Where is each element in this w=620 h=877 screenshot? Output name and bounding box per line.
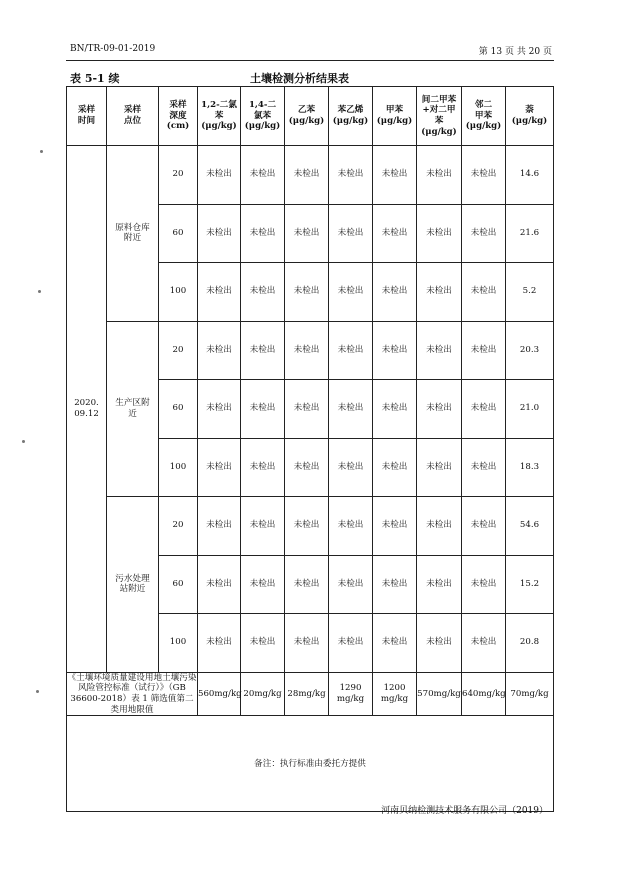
result-cell: 未检出 [241,204,285,263]
result-cell: 未检出 [417,321,462,380]
result-cell: 未检出 [241,438,285,497]
result-cell: 未检出 [198,263,241,322]
results-table [66,86,554,812]
note-text: 备注：执行标准由委托方提供 [67,716,554,812]
result-cell: 未检出 [198,438,241,497]
result-cell: 未检出 [241,497,285,556]
result-cell: 未检出 [285,146,329,205]
result-cell: 未检出 [241,321,285,380]
column-header: 采样 点位 [107,87,159,146]
result-cell: 未检出 [285,555,329,614]
result-cell: 未检出 [417,555,462,614]
sample-location: 生产区附 近 [107,321,159,497]
result-cell: 未检出 [285,438,329,497]
table-row [67,497,554,556]
doc-id: BN/TR-09-01-2019 [70,44,156,54]
header-row [67,87,554,146]
result-cell: 21.6 [506,204,554,263]
result-cell: 未检出 [241,380,285,439]
result-cell: 未检出 [329,497,373,556]
sample-depth: 60 [159,555,198,614]
result-cell: 未检出 [198,321,241,380]
result-cell: 未检出 [285,204,329,263]
column-header: 乙苯 (μg/kg) [285,87,329,146]
result-cell: 未检出 [462,321,506,380]
result-cell: 未检出 [373,614,417,673]
standard-row [67,672,554,716]
column-header: 1,4-二 氯苯 (μg/kg) [241,87,285,146]
result-cell: 未检出 [417,204,462,263]
page-number: 第 13 页 共 20 页 [478,47,552,57]
sample-depth: 20 [159,497,198,556]
result-cell: 未检出 [241,146,285,205]
note-row [67,716,554,812]
sample-depth: 20 [159,146,198,205]
standard-label: 《土壤环境质量建设用地土壤污染风险管控标准（试行）》（GB 36600-2018）表 1 筛选值第二类用地限值 [67,672,197,715]
result-cell: 未检出 [329,555,373,614]
result-cell: 未检出 [285,321,329,380]
standard-limit: 640mg/kg [462,672,506,716]
result-cell: 未检出 [198,380,241,439]
result-cell: 未检出 [198,146,241,205]
column-header: 邻二 甲苯 (μg/kg) [462,87,506,146]
result-cell: 15.2 [506,555,554,614]
result-cell: 未检出 [373,204,417,263]
standard-limit: 560mg/kg [198,672,241,716]
result-cell: 未检出 [373,321,417,380]
sample-depth: 100 [159,263,198,322]
result-cell: 未检出 [285,380,329,439]
result-cell: 未检出 [373,380,417,439]
scan-speck [40,150,43,153]
table-row [67,146,554,205]
standard-limit: 1200 mg/kg [373,672,417,716]
sample-location: 污水处理 站附近 [107,497,159,673]
result-cell: 未检出 [373,497,417,556]
standard-limit: 1290 mg/kg [329,672,373,716]
result-cell: 未检出 [373,555,417,614]
standard-limit: 570mg/kg [417,672,462,716]
table-number: 表 5-1 续 [70,72,120,85]
result-cell: 5.2 [506,263,554,322]
standard-limit: 70mg/kg [506,672,554,716]
result-cell: 未检出 [462,146,506,205]
footer-company: 河南贝纳检测技术服务有限公司（2019） [381,806,548,816]
result-cell: 未检出 [198,497,241,556]
result-cell: 未检出 [329,321,373,380]
header-rule [66,60,554,61]
result-cell: 未检出 [462,614,506,673]
result-cell: 21.0 [506,380,554,439]
column-header: 间二甲苯 +对二甲 苯 (μg/kg) [417,87,462,146]
table-row [67,321,554,380]
scan-speck [38,290,41,293]
result-cell: 未检出 [329,614,373,673]
result-cell: 未检出 [417,380,462,439]
standard-limit: 28mg/kg [285,672,329,716]
result-cell: 未检出 [462,438,506,497]
column-header: 萘 (μg/kg) [506,87,554,146]
result-cell: 未检出 [329,263,373,322]
column-header: 苯乙烯 (μg/kg) [329,87,373,146]
result-cell: 未检出 [417,438,462,497]
column-header: 采样 深度 (cm) [159,87,198,146]
result-cell: 未检出 [329,146,373,205]
result-cell: 未检出 [462,380,506,439]
result-cell: 未检出 [462,204,506,263]
result-cell: 未检出 [462,555,506,614]
scan-speck [36,690,39,693]
result-cell: 未检出 [417,263,462,322]
result-cell: 18.3 [506,438,554,497]
result-cell: 20.3 [506,321,554,380]
result-cell: 未检出 [417,497,462,556]
result-cell: 未检出 [373,263,417,322]
result-cell: 未检出 [241,555,285,614]
scan-speck [22,440,25,443]
result-cell: 未检出 [241,614,285,673]
result-cell: 未检出 [285,263,329,322]
result-cell: 未检出 [417,146,462,205]
result-cell: 未检出 [417,614,462,673]
result-cell: 未检出 [285,614,329,673]
sample-depth: 100 [159,614,198,673]
sample-depth: 60 [159,204,198,263]
result-cell: 未检出 [373,438,417,497]
result-cell: 未检出 [198,204,241,263]
result-cell: 未检出 [373,146,417,205]
result-cell: 未检出 [329,204,373,263]
result-cell: 未检出 [285,497,329,556]
sample-depth: 100 [159,438,198,497]
sample-location: 原料仓库 附近 [107,146,159,322]
result-cell: 54.6 [506,497,554,556]
result-cell: 20.8 [506,614,554,673]
sample-depth: 20 [159,321,198,380]
sample-date: 2020. 09.12 [67,146,107,673]
result-cell: 14.6 [506,146,554,205]
table-body [67,146,554,812]
standard-limit: 20mg/kg [241,672,285,716]
table-title: 土壤检测分析结果表 [250,72,349,85]
result-cell: 未检出 [462,263,506,322]
result-cell: 未检出 [198,555,241,614]
result-cell: 未检出 [462,497,506,556]
result-cell: 未检出 [241,263,285,322]
column-header: 1,2-二氯 苯 (μg/kg) [198,87,241,146]
column-header: 甲苯 (μg/kg) [373,87,417,146]
result-cell: 未检出 [329,438,373,497]
result-cell: 未检出 [198,614,241,673]
result-cell: 未检出 [329,380,373,439]
column-header: 采样 时间 [67,87,107,146]
sample-depth: 60 [159,380,198,439]
